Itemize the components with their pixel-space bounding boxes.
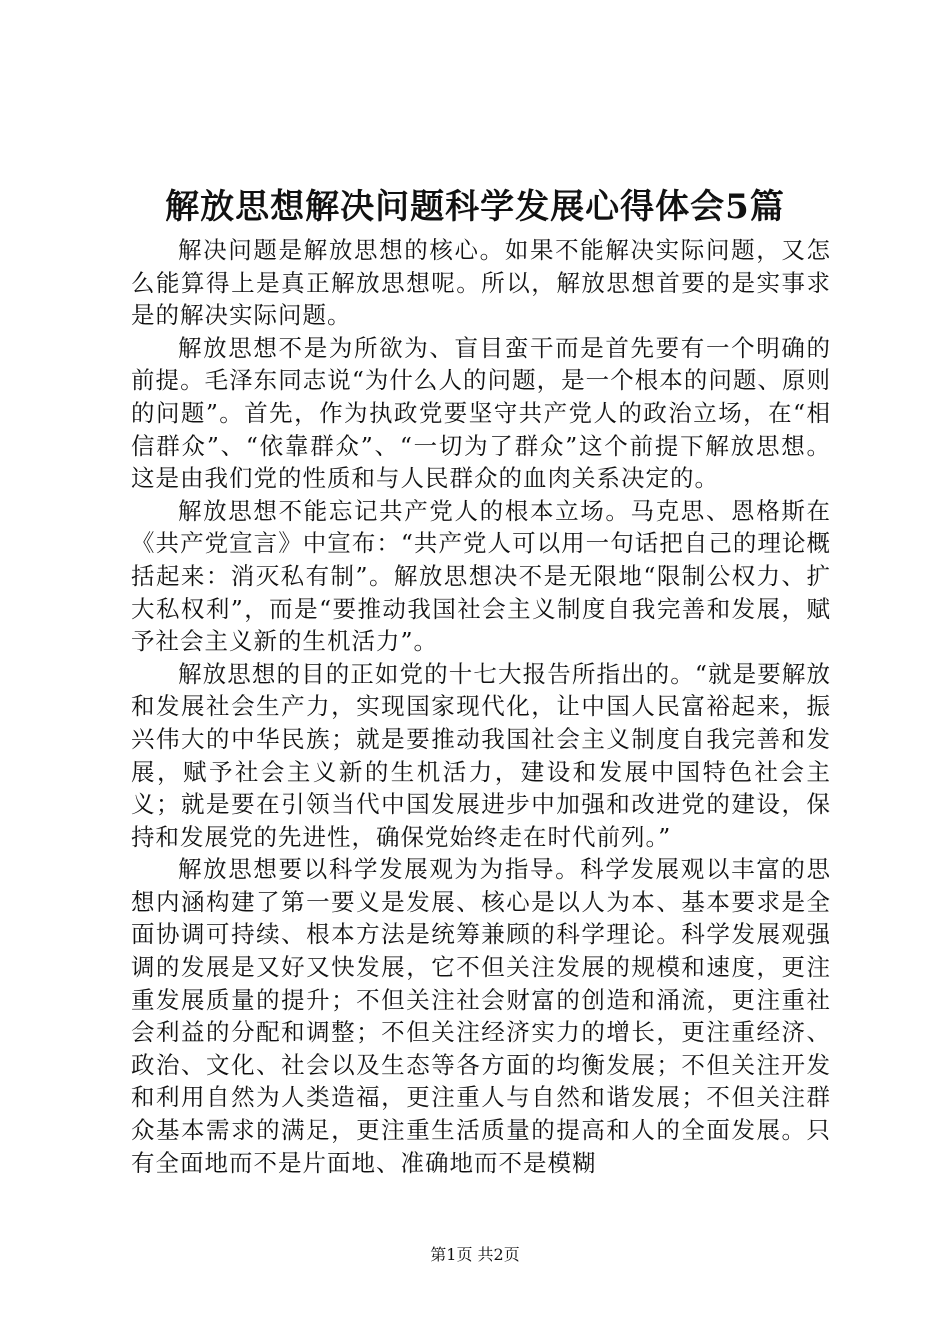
page-footer [0, 1244, 950, 1266]
paragraph-5: 解放思想要以科学发展观为为指导。科学发展观以丰富的思想内涵构建了第一要义是发展、核心是以人为本、基本要求是全面协调可持续、根本方法是统筹兼顾的科学理论。科学发展观强调的发展是又好又快发展，它不但关注发展的规模和速度，更注重发展质量的提升；不但关注社会财富的创造和涌流，更注重社会利益的分配和调整；不但关注经济实力的增长，更注重经济、政治、文化、社会以及生态等各方面的均衡发展；不但关注开发和利用自然为人类造福，更注重人与自然和谐发展；不但关注群众基本需求的满足，更注重生活质量的提高和人的全面发展。只有全面地而不是片面地、准确地而不是模糊 [131, 855, 831, 1177]
document-body [131, 234, 831, 1179]
paragraph-3: 解放思想不能忘记共产党人的根本立场。马克思、恩格斯在《共产党宣言》中宣布：“共产党人可以用一句话把自己的理论概括起来：消灭私有制”。解放思想决不是无限地“限制公权力、扩大私权利”，而是“要推动我国社会主义制度自我完善和发展，赋予社会主义新的生机活力”。 [131, 496, 831, 656]
page-indicator: 第1页 共2页 [430, 1245, 520, 1264]
document-title: 解放思想解决问题科学发展心得体会5篇 [165, 187, 785, 227]
paragraph-1: 解决问题是解放思想的核心。如果不能解决实际问题，又怎么能算得上是真正解放思想呢。所以，解放思想首要的是实事求是的解决实际问题。 [131, 236, 831, 330]
paragraph-4: 解放思想的目的正如党的十七大报告所指出的。“就是要解放和发展社会生产力，实现国家现代化，让中国人民富裕起来，振兴伟大的中华民族；就是要推动我国社会主义制度自我完善和发展，赋予社会主义新的生机活力，建设和发展中国特色社会主义；就是要在引领当代中国发展进步中加强和改进党的建设，保持和发展党的先进性，确保党始终走在时代前列。” [131, 659, 831, 851]
paragraph-2: 解放思想不是为所欲为、盲目蛮干而是首先要有一个明确的前提。毛泽东同志说“为什么人的问题，是一个根本的问题、原则的问题”。首先，作为执政党要坚守共产党人的政治立场，在“相信群众”、“依靠群众”、“一切为了群众”这个前提下解放思想。这是由我们党的性质和与人民群众的血肉关系决定的。 [131, 333, 831, 493]
